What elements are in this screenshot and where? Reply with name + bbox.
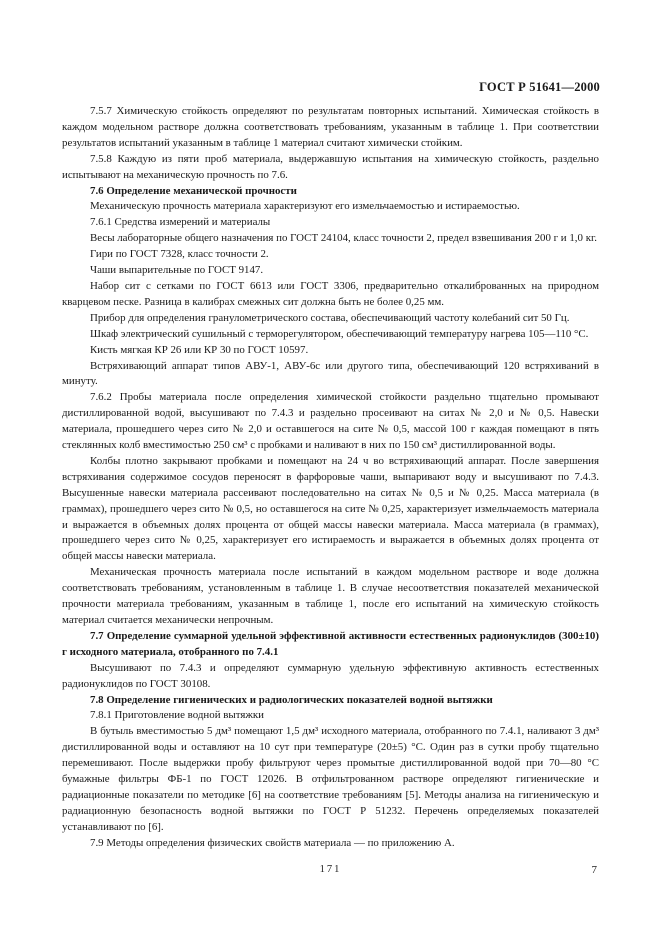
section-heading-7-7: 7.7 Определение суммарной удельной эффективной активности естественных радионуклидов (300±10) г исходного материала, отобранного по 7.4.1	[62, 629, 599, 658]
paragraph-drying-cabinet: Шкаф электрический сушильный с терморегулятором, обеспечивающий температуру нагрева 105—110 °С.	[90, 327, 589, 340]
section-heading-7-6: 7.6 Определение механической прочности	[90, 184, 297, 197]
paragraph-weights: Гири по ГОСТ 7328, класс точности 2.	[90, 248, 269, 261]
paragraph-7-6-2: 7.6.2 Пробы материала после определения химической стойкости раздельно тщательно промывают дистиллированной водой, высушивают по 7.4.3 и раздельно просеивают на ситах № 2,0 и № 0,5. Навески материала, прошедшего через сито № 2,0 и оставшегося на сите № 0,5, массой 100 г каждая помещают в пять стеклянных колб вместимостью 250 см³ с пробками и наливают в них по 150 см³ дистиллированной воды.	[62, 391, 599, 452]
paragraph-scales: Весы лабораторные общего назначения по ГОСТ 24104, класс точности 2, предел взвешивания 200 г и 1,0 кг.	[90, 232, 597, 245]
subheading-7-8-1: 7.8.1 Приготовление водной вытяжки	[90, 709, 264, 722]
paragraph-7-5-7: 7.5.7 Химическую стойкость определяют по результатам повторных испытаний. Химическая стойкость в каждом модельном растворе должна соответствовать требованиям, указанным в таблице 1. При соответствии результатов испытаний указанным в таблице 1 материал считают химически стойким.	[62, 105, 599, 149]
section-heading-7-8: 7.8 Определение гигиенических и радиологических показателей водной вытяжки	[90, 693, 493, 706]
paragraph-7-5-8: 7.5.8 Каждую из пяти проб материала, выдержавшую испытания на химическую стойкость, раздельно испытывают на механическую прочность по 7.6.	[62, 152, 599, 181]
paragraph-7-9: 7.9 Методы определения физических свойств материала — по приложению А.	[90, 836, 455, 849]
paragraph-water-extract: В бутыль вместимостью 5 дм³ помещают 1,5 дм³ исходного материала, отобранного по 7.4.1, наливают 3 дм³ дистиллированной воды и оставляют на 10 сут при температуре (20±5) °С. Один раз в сутки пробу тщательно перемешивают. После выдержки пробу фильтруют через промытые дистиллированной водой при 70—80 °С бумажные фильтры ФБ-1 по ГОСТ 12026. В отфильтрованном растворе определяют гигиенические и радиационные показатели по методике [6] на соответствие требованиям [5]. Методы анализа на гигиеническую и радиационную безопасность водной вытяжки по ГОСТ Р 51232. Перечень определяемых показателей устанавливают по [6].	[62, 725, 599, 833]
paragraph-brush: Кисть мягкая КР 26 или КР 30 по ГОСТ 10597.	[90, 343, 309, 356]
paragraph-dishes: Чаши выпарительные по ГОСТ 9147.	[90, 264, 264, 277]
document-header: ГОСТ Р 51641—2000	[479, 80, 600, 94]
paragraph-sieves: Набор сит с сетками по ГОСТ 6613 или ГОСТ 3306, предварительно откалиброванных на природном кварцевом песке. Разница в калибрах смежных сит должна быть не более 0,25 мм.	[62, 279, 599, 308]
document-body	[62, 104, 599, 852]
paragraph-radionuclides: Высушивают по 7.4.3 и определяют суммарную удельную эффективную активность естественных радионуклидов по ГОСТ 30108.	[62, 661, 599, 690]
paragraph-mech-requirements: Механическая прочность материала после испытаний в каждом модельном растворе и воде должна соответствовать требованиям, установленным в таблице 1. В случае несоответствия показателей механической прочности материала требованиям, указанным в таблице 1, после его испытаний на химическую стойкость материал считается механически непрочным.	[62, 566, 599, 626]
paragraph-flasks: Колбы плотно закрывают пробками и помещают на 24 ч во встряхивающий аппарат. После завершения встряхивания содержимое сосудов переносят в фарфоровые чаши, выпаривают воду и высушивают по 7.4.3. Высушенные навески материала рассеивают последовательно на ситах № 0,5 и № 0,25. Масса материала (в граммах), прошедшего через сито № 0,5, но оставшегося на сите № 0,25, характеризует измельчаемость материала и выражается в объемных долях процента от общей массы навески материала. Масса материала (в граммах), прошедшего через сито № 0,25, характеризует его истираемость и выражается в объемных долях процента от общей массы навески материала.	[62, 454, 599, 563]
paragraph-mech-strength: Механическую прочность материала характеризуют его измельчаемостью и истираемостью.	[90, 200, 520, 213]
paragraph-shaker: Встряхивающий аппарат типов АВУ-1, АВУ-6с или другого типа, обеспечивающий 120 встряхиваний в минуту.	[62, 359, 599, 388]
subheading-7-6-1: 7.6.1 Средства измерений и материалы	[90, 216, 271, 229]
footer-center-number: 171	[319, 864, 342, 875]
paragraph-granulometer: Прибор для определения гранулометрического состава, обеспечивающий частоту колебаний сит 50 Гц.	[90, 311, 570, 324]
page-number: 7	[591, 864, 597, 876]
